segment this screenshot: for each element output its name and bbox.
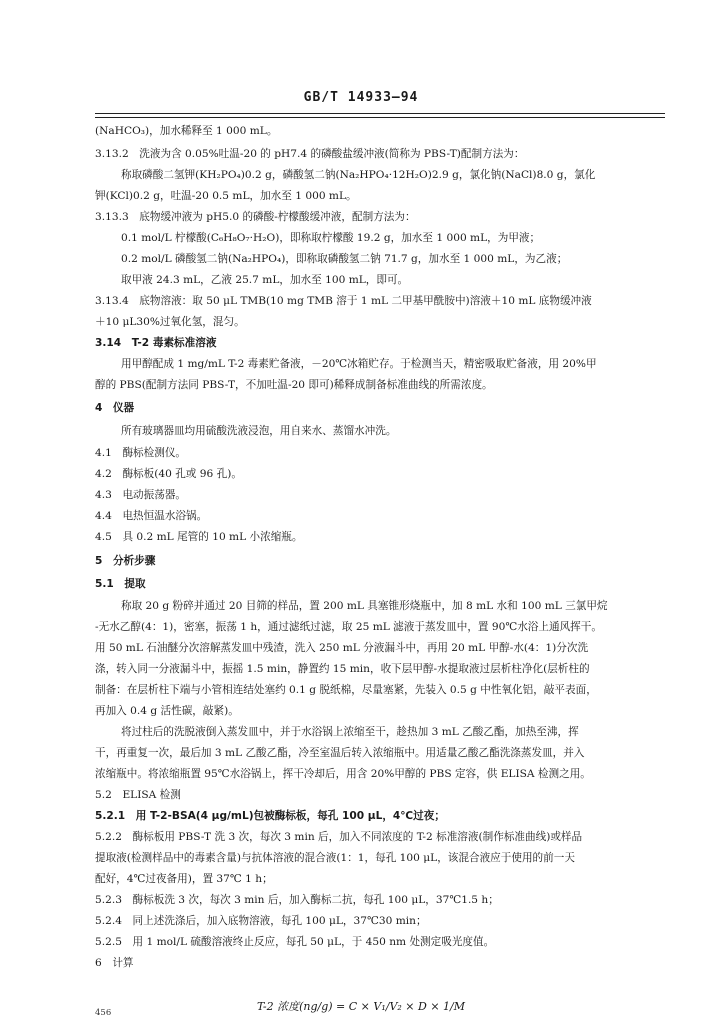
text-line: 0.2 mol/L 磷酸氢二钠(Na₂HPO₄)，即称取磷酸氢二钠 71.7 g，加水至 1 000 mL，为乙液； — [121, 253, 568, 265]
section-heading: 3.14 T-2 毒素标准溶液 — [95, 337, 217, 349]
text-line: 将过柱后的洗脱液倒入蒸发皿中，并于水浴锅上浓缩至干，趁热加 3 mL 乙酸乙酯，加热至沸，挥 — [121, 726, 579, 738]
clause-heading: 3.13.2 洗液为含 0.05%吐温-20 的 pH7.4 的磷酸盐缓冲液(简称为 PBS-T)配制方法为： — [95, 148, 525, 160]
clause-heading: 提取液(检测样品中的毒素含量)与抗体溶液的混合液(1：1，每孔 100 μL，该混合液应于使用的前一天 — [95, 852, 575, 864]
text-line: 醇的 PBS(配制方法同 PBS-T，不加吐温-20 即可)稀释成制备标准曲线的所需浓度。 — [95, 379, 493, 391]
section-heading: 5.2.1 用 T-2-BSA(4 μg/mL)包被酶标板，每孔 100 μL，4℃过夜； — [95, 810, 445, 822]
clause-heading: 6 计算 — [95, 957, 134, 969]
header-rule-bottom — [95, 117, 665, 118]
text-line: 取甲液 24.3 mL，乙液 25.7 mL，加水至 100 mL，即可。 — [121, 274, 409, 286]
clause-heading: 5.2.4 同上述洗涤后，加入底物溶液，每孔 100 μL，37℃30 min； — [95, 915, 427, 927]
list-item: 4.4 电热恒温水浴锅。 — [95, 510, 208, 522]
text-line: 称取磷酸二氢钾(KH₂PO₄)0.2 g，磷酸氢二钠(Na₂HPO₄·12H₂O)2.9 g，氯化钠(NaCl)8.0 g，氯化 — [121, 169, 596, 181]
standard-header: GB/T 14933—94 — [303, 90, 419, 105]
text-line: 5.2 ELISA 检测 — [95, 789, 181, 801]
clause-heading: 3.13.4 底物溶液：取 50 μL TMB(10 mg TMB 溶于 1 mL 二甲基甲酰胺中)溶液＋10 mL 底物缓冲液 — [95, 295, 592, 307]
list-item: 4.5 具 0.2 mL 尾管的 10 mL 小浓缩瓶。 — [95, 531, 303, 543]
header-rule-top — [95, 113, 665, 114]
text-line: 干，再重复一次，最后加 3 mL 乙酸乙酯，冷至室温后转入浓缩瓶中。用适量乙酸乙酯洗涤蒸发皿，并入 — [95, 747, 585, 759]
section-heading: 5.1 提取 — [95, 578, 146, 590]
clause-heading: 5.2.5 用 1 mol/L 硫酸溶液终止反应，每孔 50 μL，于 450 nm 处测定吸光度值。 — [95, 936, 495, 948]
section-heading: 5 分析步骤 — [95, 555, 156, 567]
text-line: 用 50 mL 石油醚分次溶解蒸发皿中残渣，洗入 250 mL 分液漏斗中，再用 20 mL 甲醇-水(4：1)分次洗 — [95, 642, 589, 654]
list-item: 4.2 酶标板(40 孔或 96 孔)。 — [95, 468, 242, 480]
text-line: ＋10 μL30%过氧化氢，混匀。 — [95, 316, 245, 328]
text-line: 用甲醇配成 1 mg/mL T-2 毒素贮备液，－20℃冰箱贮存。于检测当天，精密吸取贮备液，用 20%甲 — [121, 358, 597, 370]
text-line: 再加入 0.4 g 活性碳，敲紧)。 — [95, 705, 239, 717]
list-item: 4.1 酶标检测仪。 — [95, 447, 187, 459]
text-line: 制备：在层析柱下端与小管相连结处塞约 0.1 g 脱纸棉，尽量塞紧，先装入 0.5 g 中性氧化铝，敲平表面， — [95, 684, 597, 696]
text-line: 称取 20 g 粉碎并通过 20 目筛的样品，置 200 mL 具塞锥形烧瓶中，加 8 mL 水和 100 mL 三氯甲烷 — [121, 600, 608, 612]
text-line: 5.2.3 酶标板洗 3 次，每次 3 min 后，加入酶标二抗，每孔 100 μL，37℃1.5 h； — [95, 894, 499, 906]
formula: T-2 浓度(ng/g) = C × V₁/V₂ × D × 1/M — [256, 1000, 466, 1013]
text-line: 钾(KCl)0.2 g，吐温-20 0.5 mL，加水至 1 000 mL。 — [95, 190, 357, 202]
text-line: -无水乙醇(4：1)，密塞，振荡 1 h，通过滤纸过滤，取 25 mL 滤液于蒸发皿中，置 90℃水浴上通风挥干。 — [95, 621, 602, 633]
text-line: 涤，转入同一分液漏斗中，振摇 1.5 min，静置约 15 min，收下层甲醇-水提取液过层析柱净化(层析柱的 — [95, 663, 590, 675]
clause-heading: 5.2.2 酶标板用 PBS-T 洗 3 次，每次 3 min 后，加入不同浓度的 T-2 标准溶液(制作标准曲线)或样品 — [95, 831, 583, 843]
page-number: 456 — [95, 1008, 112, 1018]
text-line: (NaHCO₃)，加水稀释至 1 000 mL。 — [95, 125, 278, 137]
text-line: 浓缩瓶中。将浓缩瓶置 95℃水浴锅上，挥干冷却后，用含 20%甲醇的 PBS 定容，供 ELISA 检测之用。 — [95, 768, 591, 780]
clause-heading: 3.13.3 底物缓冲液为 pH5.0 的磷酸-柠檬酸缓冲液，配制方法为： — [95, 211, 416, 223]
text-line: 配好，4℃过夜备用)，置 37℃ 1 h； — [95, 873, 273, 885]
section-heading: 4 仪器 — [95, 402, 135, 414]
list-item: 4.3 电动振荡器。 — [95, 489, 187, 501]
section-heading — [95, 976, 670, 996]
text-line: 所有玻璃器皿均用硫酸洗液浸泡，用自来水、蒸馏水冲洗。 — [121, 425, 397, 437]
text-line: 0.1 mol/L 柠檬酸(C₆H₈O₇·H₂O)，即称取柠檬酸 19.2 g，加水至 1 000 mL，为甲液； — [121, 232, 541, 244]
